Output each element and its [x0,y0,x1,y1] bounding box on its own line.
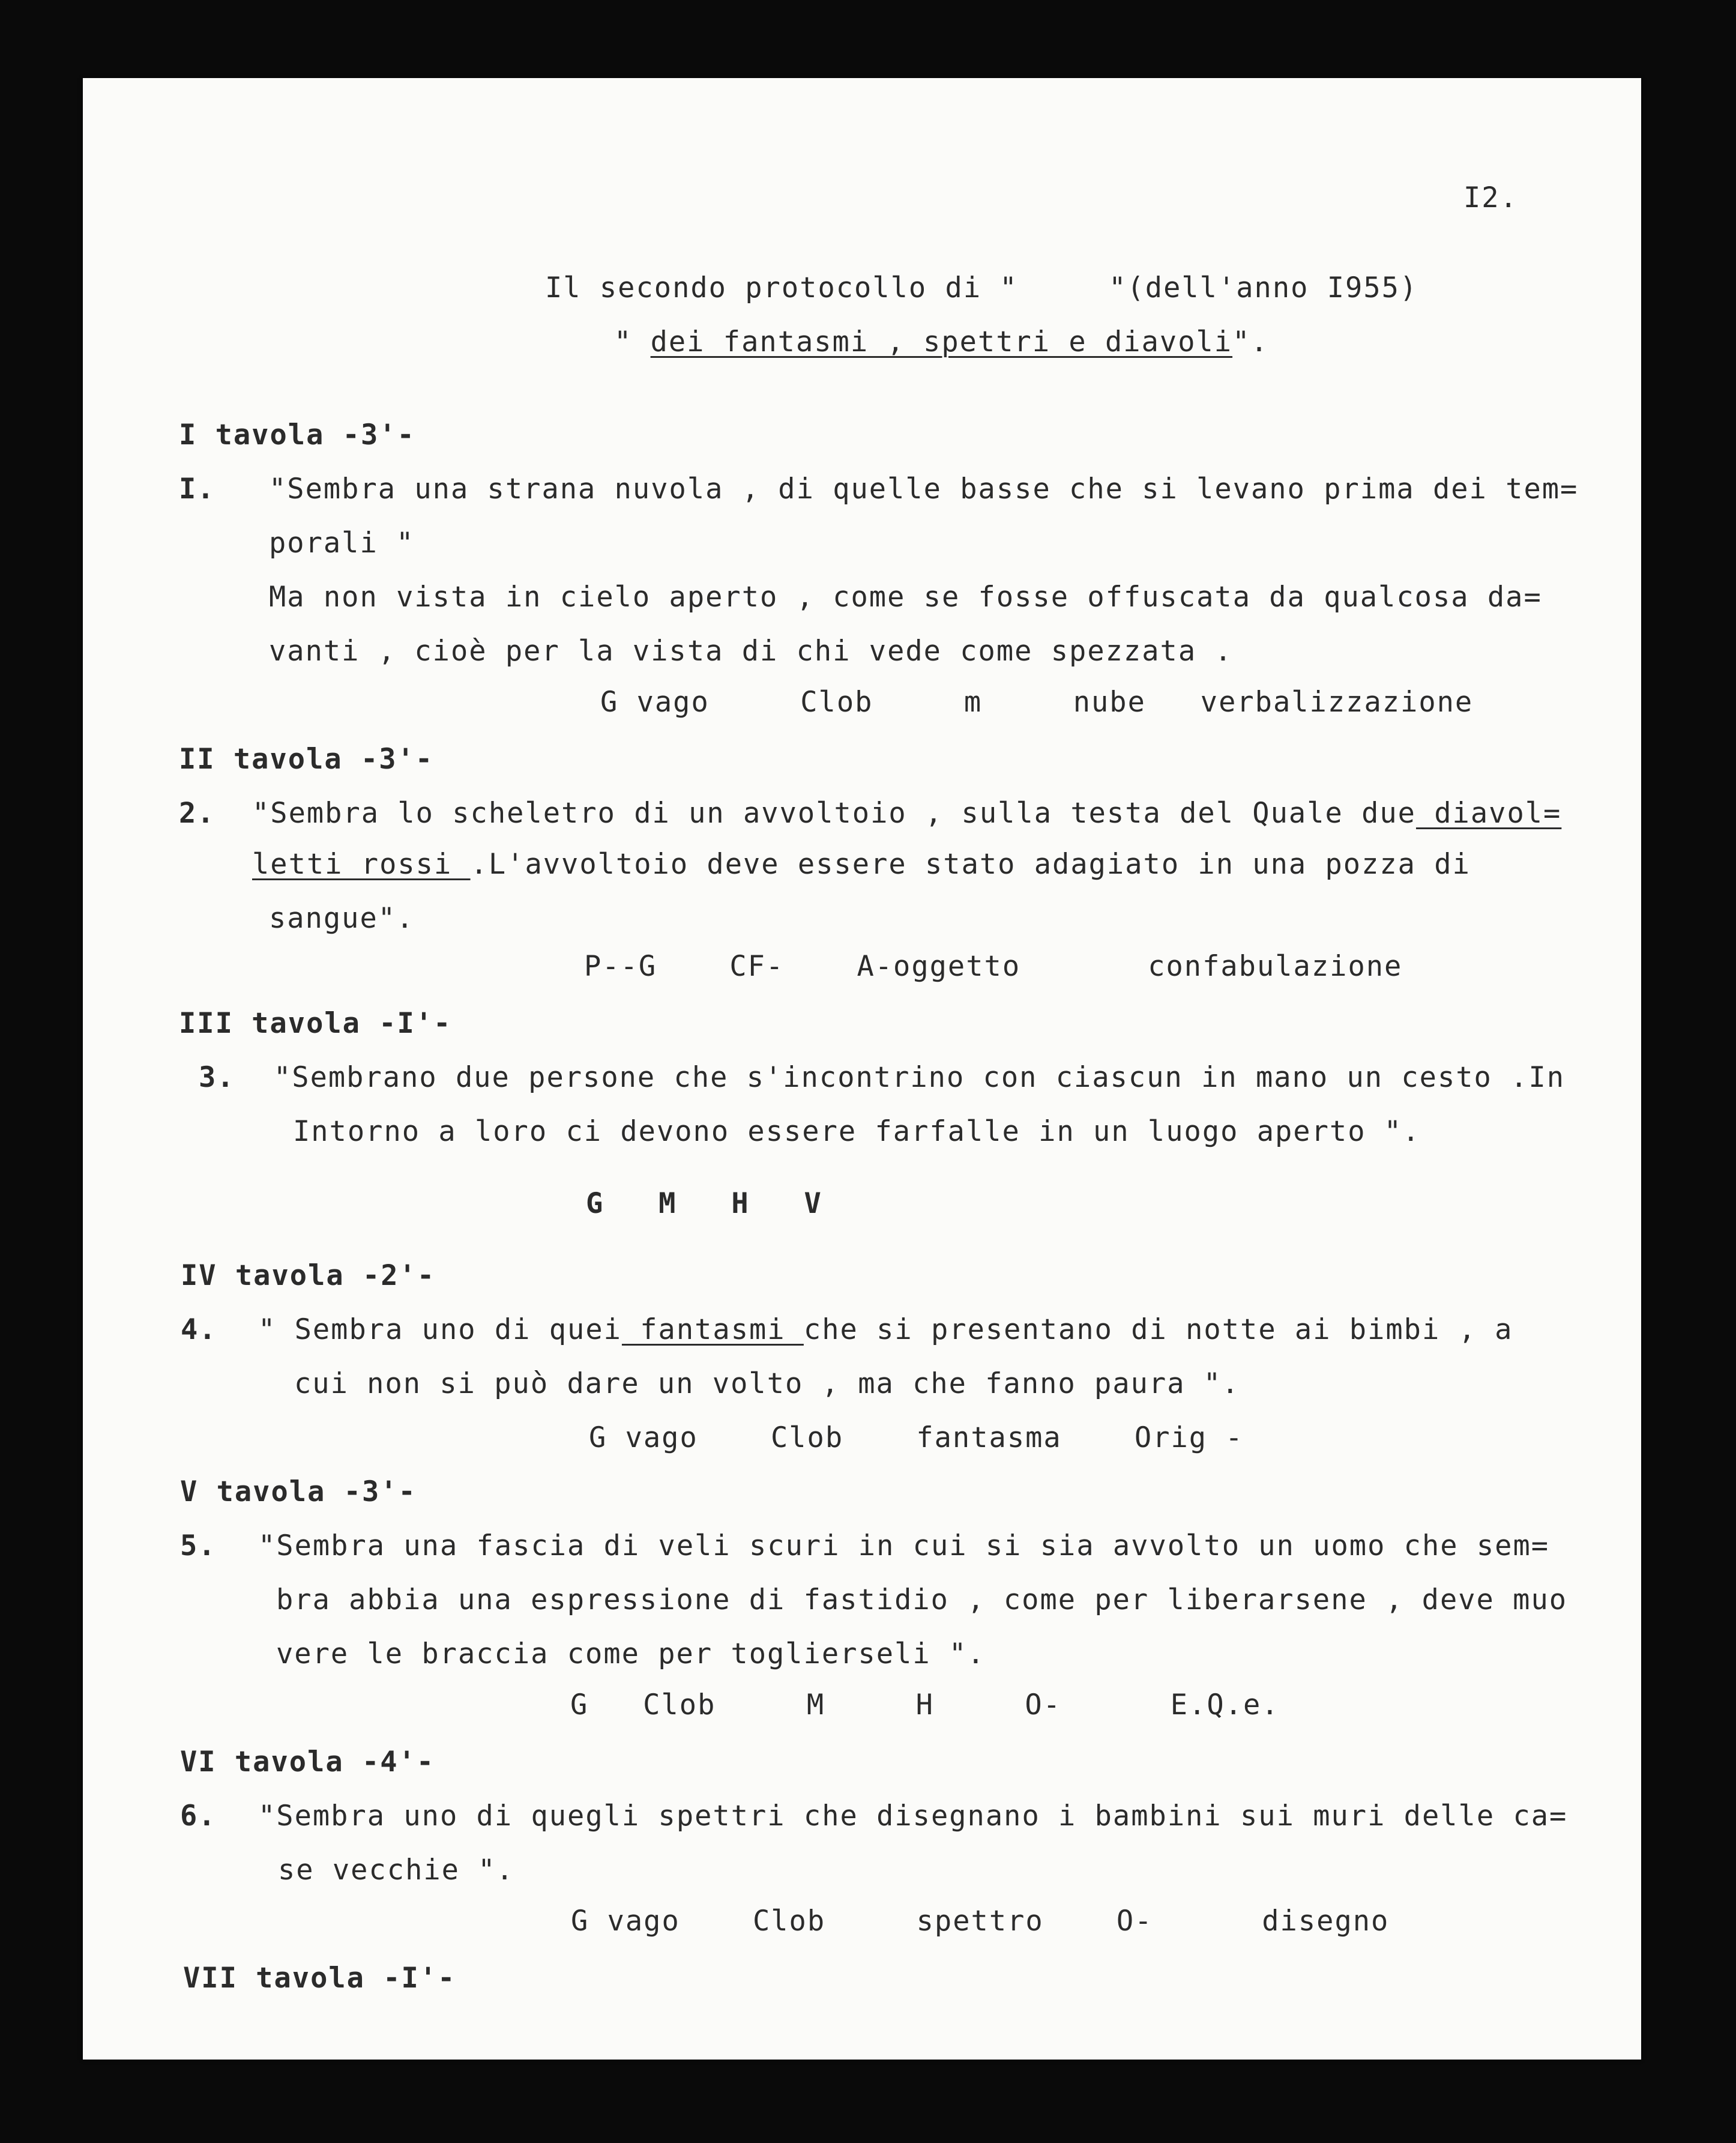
table-header: II tavola -3'- [179,743,434,776]
scoring-line: G vago Clob spettro O- disegno [571,1905,1390,1938]
page-number: I2. [1463,181,1518,214]
response-line: vere le braccia come per toglierseli ". [276,1637,986,1670]
response-line: "Sembrano due persone che s'incontrino con ciascun in mano un cesto .In [274,1061,1566,1094]
response-line: se vecchie ". [278,1854,514,1887]
response-line: porali " [269,527,415,560]
response-number: 4. [181,1313,217,1346]
response-line: cui non si può dare un volto , ma che fanno paura ". [294,1367,1240,1400]
title-line-1: Il secondo protocollo di " "(dell'anno I955) [545,271,1418,304]
response-line: "Sembra una fascia di veli scuri in cui si sia avvolto un uomo che sem= [258,1529,1550,1562]
scoring-line: G vago Clob m nube verbalizzazione [600,686,1474,719]
response-number: I. [179,473,215,506]
document-page [83,78,1641,2060]
response-line: Intorno a loro ci devono essere farfalle in un luogo aperto ". [293,1115,1421,1148]
scoring-line: G vago Clob fantasma Orig - [589,1421,1244,1454]
scoring-line: P--G CF- A-oggetto confabulazione [584,950,1403,983]
scoring-line: G Clob M H O- E.Q.e. [570,1688,1280,1721]
response-line: " Sembra uno di quei fantasmi che si presentano di notte ai bimbi , a [258,1313,1513,1346]
response-number: 6. [180,1800,217,1833]
title-underlined-text: dei fantasmi , spettri e diavoli [650,325,1233,358]
response-line: "Sembra lo scheletro di un avvoltoio , sulla testa del Quale due diavol= [252,797,1562,830]
table-header: III tavola -I'- [179,1007,452,1040]
table-header: VI tavola -4'- [180,1746,435,1779]
response-line: "Sembra una strana nuvola , di quelle basse che si levano prima dei tem= [269,473,1579,506]
response-number: 3. [199,1061,235,1094]
response-number: 5. [180,1529,217,1562]
response-number: 2. [179,797,215,830]
table-header: I tavola -3'- [179,419,415,452]
response-line: vanti , cioè per la vista di chi vede come spezzata . [269,635,1233,668]
table-header: V tavola -3'- [180,1475,417,1508]
title-line-2: " dei fantasmi , spettri e diavoli". [614,325,1269,358]
response-line: sangue". [269,902,415,935]
response-line: bra abbia una espressione di fastidio , come per liberarsene , deve muo [276,1583,1568,1616]
response-line: letti rossi .L'avvoltoio deve essere stato adagiato in una pozza di [252,848,1471,881]
response-line: "Sembra uno di quegli spettri che disegnano i bambini sui muri delle ca= [258,1800,1568,1833]
table-header: IV tavola -2'- [181,1259,436,1292]
scoring-line: G M H V [586,1187,822,1220]
response-line: Ma non vista in cielo aperto , come se fosse offuscata da qualcosa da= [269,581,1542,614]
table-header: VII tavola -I'- [183,1962,456,1995]
